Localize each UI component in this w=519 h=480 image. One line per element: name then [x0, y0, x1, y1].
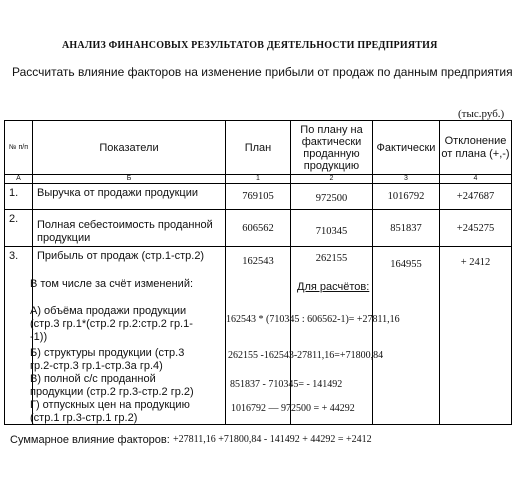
- table-row: [5, 184, 512, 210]
- row-plan-actual: 972500: [291, 184, 373, 210]
- factor-cost: В) полной с/с проданной продукции (стр.2 гр.3-стр.2 гр.2): [30, 373, 194, 398]
- row-plan-actual: 262155: [315, 253, 348, 264]
- index-cell: А: [5, 175, 33, 184]
- table-row: [5, 210, 512, 247]
- index-cell: 4: [440, 175, 512, 184]
- row-actual: 1016792: [373, 184, 440, 210]
- summary-value: +27811,16 +71800,84 - 141492 + 44292 = +2412: [173, 434, 372, 445]
- row-number: 1.: [5, 184, 33, 210]
- row-deviation: +247687: [440, 184, 512, 210]
- row-plan-actual: 710345: [291, 210, 373, 247]
- row-plan: 769105: [226, 184, 291, 210]
- index-cell: 1: [226, 175, 291, 184]
- header-plan-actual: По плану на фактически проданную продукцию: [291, 121, 373, 175]
- row-indicator: Полная себестоимость проданной продукции: [33, 210, 226, 247]
- header-deviation: Отклонение от плана (+,-): [440, 121, 512, 175]
- calc-line-structure: 262155 -162543-27811,16=+71800,84: [228, 350, 384, 361]
- units-label: (тыс.руб.): [458, 108, 505, 120]
- row-actual: 851837: [373, 210, 440, 247]
- row-indicator: Выручка от продажи продукции: [33, 184, 226, 210]
- summary-label: Суммарное влияние факторов:: [10, 434, 170, 446]
- row-number: 3.: [5, 247, 33, 425]
- row-actual: 164955: [373, 247, 440, 425]
- including-label: В том числе за счёт изменений:: [30, 278, 194, 290]
- calc-line-prices: 1016792 — 972500 = + 44292: [231, 403, 355, 414]
- row-plan-actual-cell: [291, 247, 373, 425]
- row-plan: 606562: [226, 210, 291, 247]
- row-number: 2.: [5, 210, 33, 247]
- header-plan: План: [226, 121, 291, 175]
- document-title: АНАЛИЗ ФИНАНСОВЫХ РЕЗУЛЬТАТОВ ДЕЯТЕЛЬНОСТИ ПРЕДПРИЯТИЯ: [62, 40, 438, 51]
- index-cell: 2: [291, 175, 373, 184]
- task-statement: Рассчитать влияние факторов на изменение прибыли от продаж по данным предприятия: [12, 65, 513, 79]
- header-no: № п/п: [5, 121, 33, 175]
- header-indicator: Показатели: [33, 121, 226, 175]
- factor-prices: Г) отпускных цен на продукцию (стр.1 гр.3-стр.1 гр.2): [30, 399, 190, 424]
- index-cell: Б: [33, 175, 226, 184]
- index-cell: 3: [373, 175, 440, 184]
- row-indicator-text: Прибыль от продаж (стр.1-стр.2): [37, 250, 205, 262]
- calc-line-volume: 162543 * (710345 : 606562-1)= +27811,16: [226, 314, 400, 325]
- row-deviation: +245275: [440, 210, 512, 247]
- factor-structure: Б) структуры продукции (стр.3 гр.2-стр.3 гр.1-стр.3а гр.4): [30, 347, 185, 372]
- index-row: [5, 175, 512, 184]
- calc-line-cost: 851837 - 710345= - 141492: [230, 379, 343, 390]
- calc-header: Для расчётов:: [297, 281, 370, 293]
- row-plan: 162543: [226, 247, 291, 425]
- row-deviation: + 2412: [440, 247, 512, 425]
- factor-volume: А) объёма продажи продукции (стр.3 гр.1*(стр.2 гр.2:стр.2 гр.1--1)): [30, 305, 193, 343]
- header-row: [5, 121, 512, 175]
- header-actual: Фактически: [373, 121, 440, 175]
